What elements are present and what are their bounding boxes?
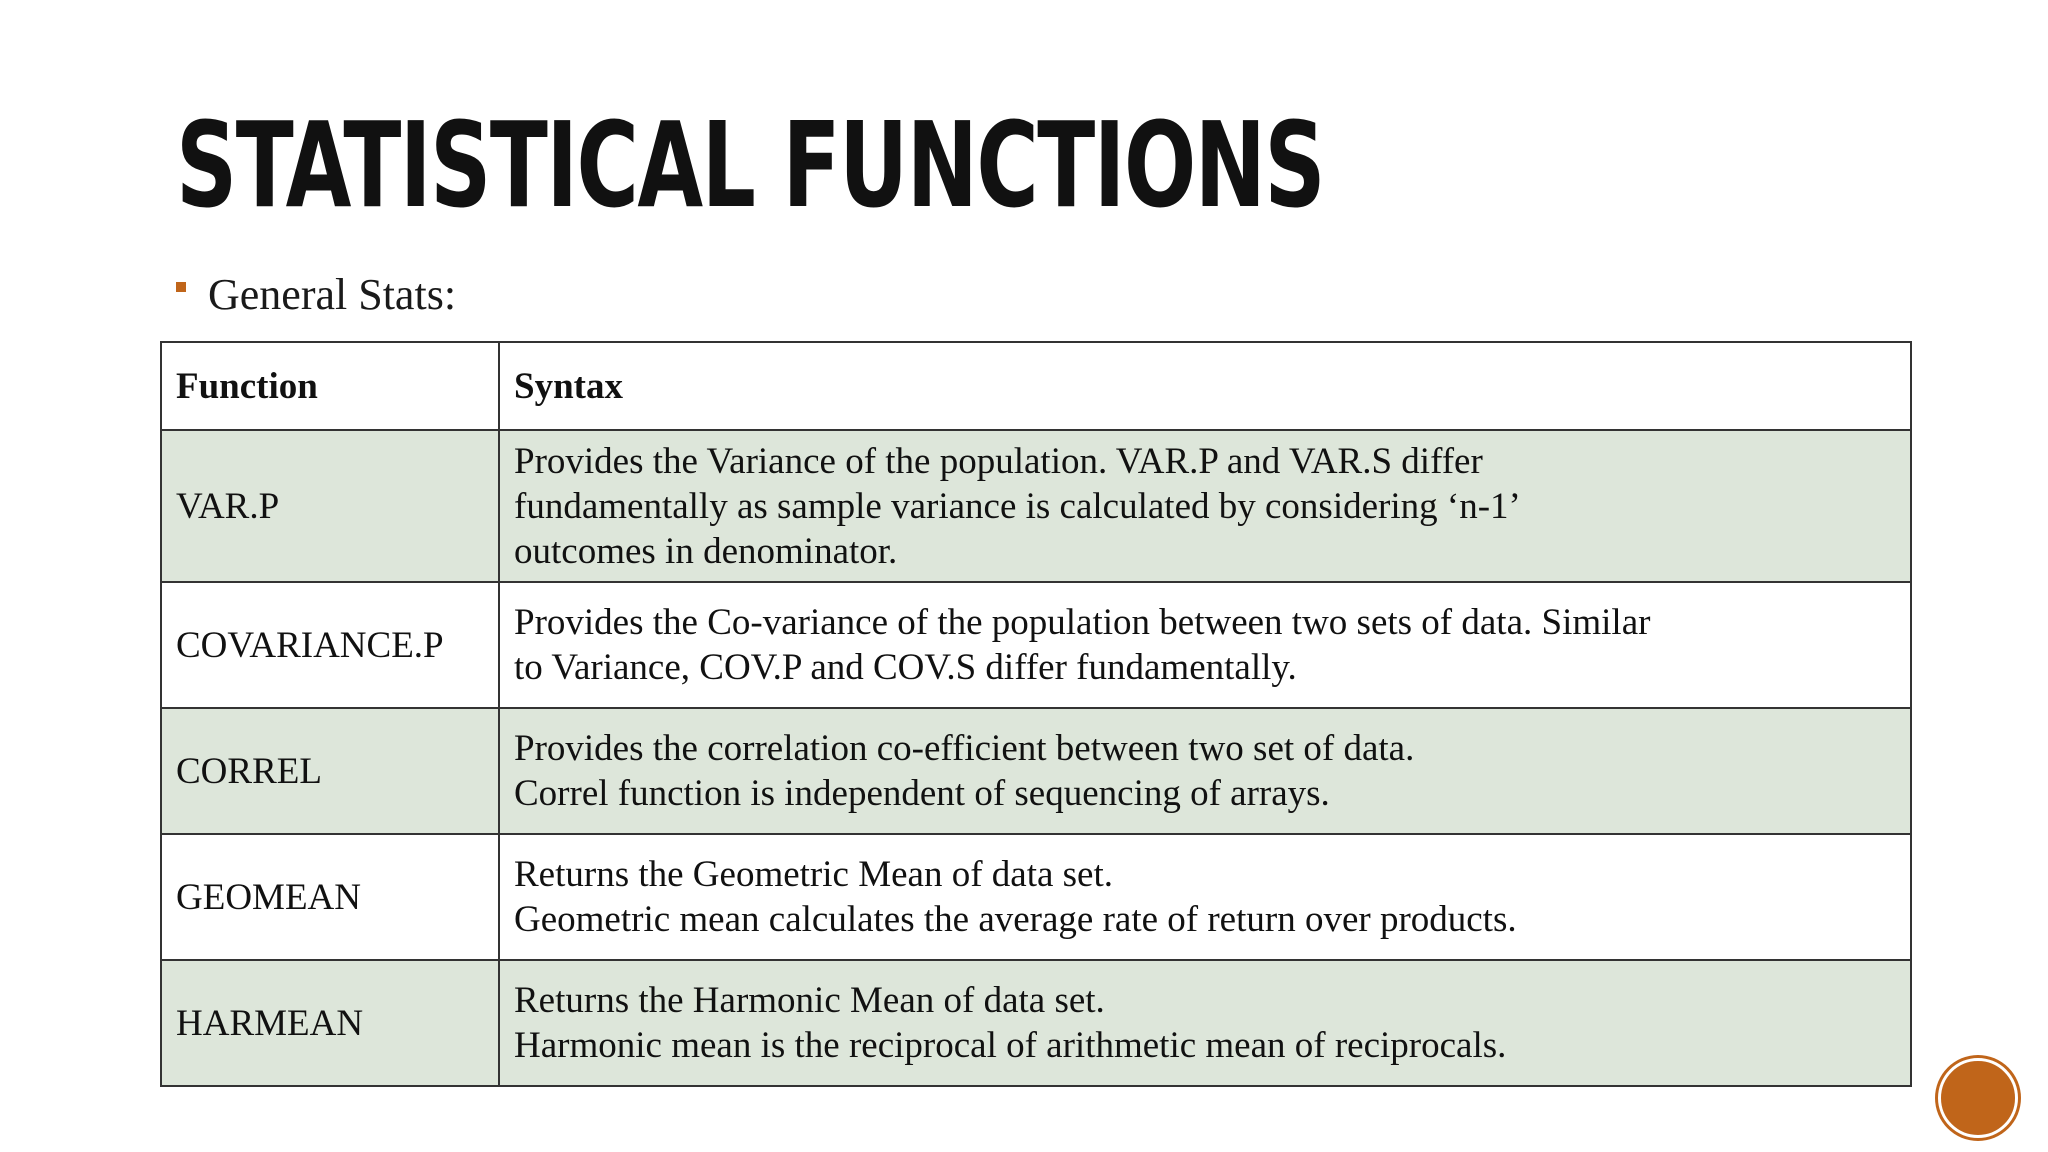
function-cell: VAR.P (161, 430, 499, 582)
syntax-line: Correl function is independent of sequencing of arrays. (514, 773, 1330, 814)
syntax-line: Provides the Co-variance of the population between two sets of data. Similar (514, 602, 1651, 643)
syntax-cell (499, 960, 1911, 1086)
table-row (161, 430, 1911, 582)
syntax-line: fundamentally as sample variance is calculated by considering ‘n-1’ (514, 485, 1521, 527)
table-header-row (161, 342, 1911, 430)
table-row (161, 582, 1911, 708)
syntax-cell (499, 708, 1911, 834)
syntax-cell (499, 582, 1911, 708)
square-bullet-icon (176, 282, 186, 292)
syntax-line: Returns the Harmonic Mean of data set. (514, 980, 1105, 1021)
table-row (161, 960, 1911, 1086)
syntax-line: outcomes in denominator. (514, 530, 898, 572)
syntax-line: Returns the Geometric Mean of data set. (514, 854, 1113, 895)
function-cell: CORREL (161, 708, 499, 834)
function-cell: HARMEAN (161, 960, 499, 1086)
functions-table (160, 341, 1912, 1087)
function-cell: COVARIANCE.P (161, 582, 499, 708)
bullet-text: General Stats: (208, 269, 457, 319)
header-function: Function (161, 342, 499, 430)
syntax-line: Provides the correlation co-efficient between two set of data. (514, 728, 1415, 769)
syntax-cell (499, 834, 1911, 960)
syntax-cell (499, 430, 1911, 582)
slide-nav-button[interactable] (1938, 1058, 2018, 1138)
slide-title: STATISTICAL FUNCTIONS (176, 96, 1325, 234)
syntax-line: Harmonic mean is the reciprocal of arithmetic mean of reciprocals. (514, 1025, 1507, 1066)
table-row (161, 708, 1911, 834)
syntax-line: to Variance, COV.P and COV.S differ fundamentally. (514, 647, 1297, 688)
syntax-line: Geometric mean calculates the average rate of return over products. (514, 899, 1517, 940)
header-syntax: Syntax (499, 342, 1911, 430)
table-row (161, 834, 1911, 960)
syntax-line: Provides the Variance of the population. VAR.P and VAR.S differ (514, 440, 1483, 482)
bullet-item (176, 264, 456, 324)
function-cell: GEOMEAN (161, 834, 499, 960)
